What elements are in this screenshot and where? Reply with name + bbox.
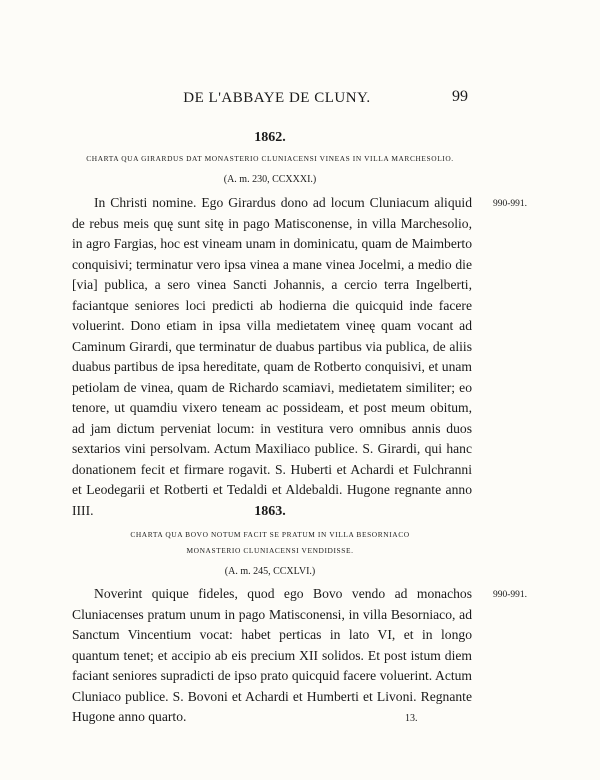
- charter-title: CHARTA QUA GIRARDUS DAT MONASTERIO CLUNIACENSI VINEAS IN VILLA MARCHESOLIO.: [86, 154, 454, 163]
- margin-date: 990-991.: [493, 590, 528, 600]
- charter-date-reference: (A. m. 230, CCXXXI.): [223, 174, 317, 185]
- charter-text: In Christi nomine. Ego Girardus dono ad locum Cluniacum aliquid de rebus meis quę sunt sitę in pago Matisconense, in villa Marchesolio, in agro Fargias, hoc est vineam unam in dominicatu, quam de Maimberto conquisivi; terminatur vero ipsa vinea a mane vinea Jocelmi, a medio die [via] publica, a sero vinea Sancti Johannis, a cercio terra Ingelberti, faciantque seniores loci predicti ab hodierna die quicquid inde facere voluerint. Dono etiam in ipsa villa medietatem vineę quam vocant ad Caminum Girardi, que terminatur de duabus partibus via publica, de aliis duabus partibus de ipsa hereditate, quam de Rotberto conquisivi, et unam petiolam de vinea, quam de Richardo scamiavi, medietatem similiter; eo tenore, ut quamdiu vixero teneam ac possideam, et post meum obitum, ad jam dictum perveniat locum: in vestitura vero omnibus annis duos sextarios vini persolvam. Actum Maxiliaco publice. S. Girardi, qui hanc donationem fecit et firmare rogavit. S. Huberti et Achardi et Fulchranni et Leodegarii et Rotberti et Tedaldi et Aldebaldi. Hugone regnante anno IIII.: [72, 195, 472, 518]
- charter-text: Noverint quique fideles, quod ego Bovo vendo ad monachos Cluniacenses pratum unum in pago Matisconensi, in villa Besorniaco, ad Sanctum Vincentium vocat: habet perticas in lato VI, et in longo quantum tenet; et accipio ab eis precium XII solidos. Et post istum diem faciant seniores supradicti de ipso prato quicquid facere voluerint. Actum Cluniaco publice. S. Bovoni et Achardi et Humberti et Livoni. Regnante Hugone anno quarto.: [72, 586, 472, 724]
- signature-mark: 13.: [405, 713, 418, 724]
- running-title: DE L'ABBAYE DE CLUNY.: [183, 90, 371, 106]
- page-number: 99: [452, 88, 468, 105]
- charter-title-line: CHARTA QUA BOVO NOTUM FACIT SE PRATUM IN VILLA BESORNIACO: [130, 530, 410, 539]
- charter-title-line: MONASTERIO CLUNIACENSI VENDIDISSE.: [186, 546, 354, 555]
- charter-number: 1863.: [254, 504, 286, 519]
- charter-date-reference: (A. m. 245, CCXLVI.): [224, 566, 316, 577]
- margin-date: 990-991.: [493, 199, 528, 209]
- charter-number: 1862.: [254, 130, 286, 145]
